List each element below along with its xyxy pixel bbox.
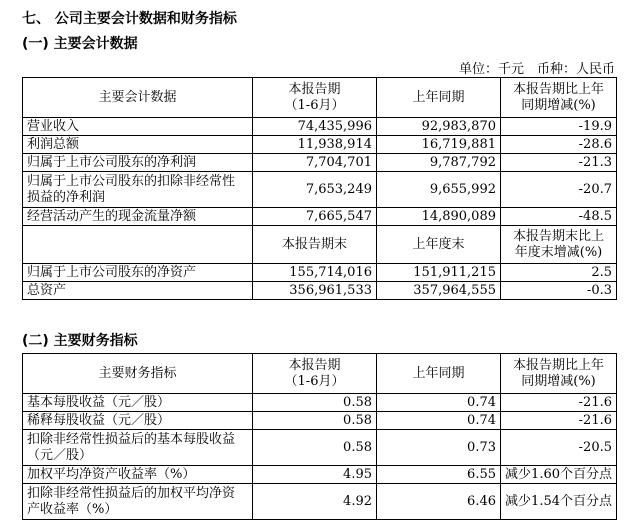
cell-value: -21.6 [501, 412, 617, 430]
cell-value: 11,938,914 [253, 136, 377, 154]
cell-value: 92,983,870 [377, 118, 501, 136]
cell-value: -20.7 [501, 172, 617, 208]
cell-value: 减少1.54个百分点 [501, 484, 617, 520]
table-row [23, 136, 617, 154]
table-row [23, 484, 617, 520]
cell-value: 0.73 [377, 430, 501, 466]
financial-heading: (二) 主要财务指标 [22, 333, 138, 349]
row-label: 经营活动产生的现金流量净额 [23, 208, 253, 226]
cell-value: 2.5 [501, 264, 617, 282]
table-row [23, 264, 617, 282]
row-label: 基本每股收益（元／股） [23, 394, 253, 412]
cell-value: 6.55 [377, 466, 501, 484]
cell-value: 356,961,533 [253, 282, 377, 300]
cell-value: 0.74 [377, 394, 501, 412]
cell-value: 0.58 [253, 412, 377, 430]
row-label: 扣除非经常性损益后的加权平均净资 产收益率（%） [23, 484, 253, 520]
cell-value: 4.92 [253, 484, 377, 520]
header-cell: 上年度末 [377, 226, 501, 264]
header-cell: 上年同期 [377, 78, 501, 118]
cell-value: -48.5 [501, 208, 617, 226]
table-row [23, 394, 617, 412]
accounting-heading: (一) 主要会计数据 [22, 36, 138, 52]
cell-value: 7,653,249 [253, 172, 377, 208]
table-row [23, 466, 617, 484]
cell-value: 7,704,701 [253, 154, 377, 172]
row-label: 归属于上市公司股东的净资产 [23, 264, 253, 282]
financial-indicators-table [22, 353, 617, 520]
cell-value: 0.74 [377, 412, 501, 430]
table-row [23, 118, 617, 136]
table-row [23, 430, 617, 466]
table-row [23, 172, 617, 208]
header-cell: 主要会计数据 [23, 78, 253, 118]
table-row [23, 208, 617, 226]
row-label: 营业收入 [23, 118, 253, 136]
cell-value: -20.5 [501, 430, 617, 466]
cell-value: -21.6 [501, 394, 617, 412]
header-cell: 主要财务指标 [23, 354, 253, 394]
table-header-row [23, 354, 617, 394]
table-subheader-row [23, 226, 617, 264]
cell-value: 6.46 [377, 484, 501, 520]
row-label: 总资产 [23, 282, 253, 300]
row-label: 利润总额 [23, 136, 253, 154]
cell-value: -19.9 [501, 118, 617, 136]
row-label: 归属于上市公司股东的净利润 [23, 154, 253, 172]
header-cell: 本报告期末比上 年度末增减(%) [501, 226, 617, 264]
cell-value: 0.58 [253, 430, 377, 466]
cell-value: -28.6 [501, 136, 617, 154]
cell-value: 151,911,215 [377, 264, 501, 282]
row-label: 加权平均净资产收益率（%） [23, 466, 253, 484]
table-row [23, 412, 617, 430]
cell-value: 4.95 [253, 466, 377, 484]
header-cell: 本报告期比上年 同期增减(%) [501, 78, 617, 118]
cell-value: -0.3 [501, 282, 617, 300]
header-cell [23, 226, 253, 264]
header-cell: 本报告期比上年 同期增减(%) [501, 354, 617, 394]
row-label: 扣除非经常性损益后的基本每股收益 （元／股） [23, 430, 253, 466]
cell-value: 16,719,881 [377, 136, 501, 154]
header-cell: 本报告期 （1-6月） [253, 354, 377, 394]
cell-value: 7,665,547 [253, 208, 377, 226]
cell-value: 9,787,792 [377, 154, 501, 172]
table-row [23, 154, 617, 172]
unit-line: 单位：千元 币种：人民币 [458, 62, 615, 77]
row-label: 稀释每股收益（元／股） [23, 412, 253, 430]
cell-value: 155,714,016 [253, 264, 377, 282]
cell-value: 减少1.60个百分点 [501, 466, 617, 484]
accounting-data-table [22, 77, 617, 300]
table-header-row [23, 78, 617, 118]
cell-value: 9,655,992 [377, 172, 501, 208]
header-cell: 本报告期 （1-6月） [253, 78, 377, 118]
cell-value: 14,890,089 [377, 208, 501, 226]
table-row [23, 282, 617, 300]
cell-value: 357,964,555 [377, 282, 501, 300]
header-cell: 本报告期末 [253, 226, 377, 264]
section-heading: 七、 公司主要会计数据和财务指标 [22, 11, 237, 27]
cell-value: 0.58 [253, 394, 377, 412]
cell-value: -21.3 [501, 154, 617, 172]
row-label: 归属于上市公司股东的扣除非经常性 损益的净利润 [23, 172, 253, 208]
cell-value: 74,435,996 [253, 118, 377, 136]
header-cell: 上年同期 [377, 354, 501, 394]
